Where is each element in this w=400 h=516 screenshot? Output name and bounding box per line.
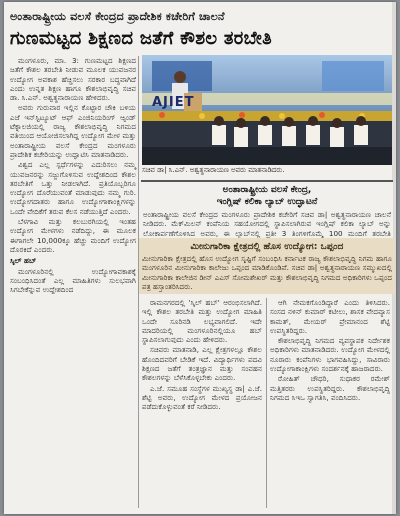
box-heading-line1: ಅಂತಾರಾಷ್ಟ್ರೀಯ ವಲಸೆ ಕೇಂದ್ರ, bbox=[222, 185, 312, 195]
paragraph: ಮಂಗಳೂರಿನಲ್ಲಿ ಉದ್ಯೋಗಾವಕಾಶಕ್ಕೆ ಸಂಬಂಧಿಸಿದಂತೆ ಎಲ್ಲ ಮಾಹಿತಿಗಳು ಸುಲಭವಾಗಿ ಸಿಗಬೇಕೆನ್ನುವ ಉದ್ದೇಶದಿಂದ bbox=[10, 266, 136, 295]
column-middle bbox=[142, 298, 262, 508]
info-box bbox=[141, 180, 393, 238]
article-kicker: ಅಂತಾರಾಷ್ಟ್ರೀಯ ವಲಸೆ ಕೇಂದ್ರದ ಪ್ರಾದೇಶಿಕ ಕಚೇರಿಗೆ ಚಾಲನೆ bbox=[10, 10, 225, 23]
column-left bbox=[10, 56, 136, 508]
banner-text: AJIET bbox=[152, 95, 195, 110]
paragraph: ವಿಶ್ವದ ಎಲ್ಲ ಸ್ಪರ್ಧೆಗಳನ್ನು ಎದುರಿಸಲು ನಮ್ಮ ಯುವಜನರನ್ನು ಸಜ್ಜುಗೊಳಿಸುವ ಉದ್ದೇಶದಿಂದ ಕೌಶಲ ತರಬೇತಿಗೆ ಒತ್ತು ನೀಡಲಾಗಿದೆ. ಪ್ರತಿಯೊಬ್ಬರಿಗೂ ಉದ್ಯೋಗ ದೊರೆಯುವಂತೆ ಮಾಡುವುದು ನಮ್ಮ ಗುರಿ. ಉದ್ಯೋಗದಾತರು ಹಾಗೂ ಉದ್ಯೋಗಾಕಾಂಕ್ಷಿಗಳನ್ನು ಒಂದೇ ವೇದಿಕೆಗೆ ತರುವ ಕೆಲಸ ನಡೆಯುತ್ತಿದೆ ಎಂದರು. bbox=[10, 160, 136, 216]
paragraph: ರಾಮನಗರದಲ್ಲಿ 'ಸ್ಕಿಲ್ ಹಬ್' ಆರಂಭಿಸಲಾಗಿದೆ. ಇಲ್ಲಿ ಕೌಶಲ ತರಬೇತಿ ಮತ್ತು ಉದ್ಯೋಗ ಮಾಹಿತಿ ಒಂದೇ ಸೂರಿನಡಿ ಲಭ್ಯವಾಗಲಿದೆ. ಇದೇ ಮಾದರಿಯಲ್ಲಿ ಮಂಗಳೂರಿನಲ್ಲಿಯೂ ಹಬ್ ಸ್ಥಾಪಿಸಲಾಗುವುದು ಎಂದು ಹೇಳಿದರು. bbox=[142, 298, 262, 345]
paragraph: ರೋಹಿತ್ ಚೌಧರಿ, ಸುಧಾಕರ ರಮೇಶ್ ಮತ್ತಿತರರು ಉಪಸ್ಥಿತರಿದ್ದರು. ಕೌಶಲಾಭಿವೃದ್ಧಿ ನಿಗಮದ ಸಿಇಒ ಸ್ವಾಗತಿಸಿ, ವಂದಿಸಿದರು. bbox=[270, 374, 390, 402]
event-photo bbox=[142, 55, 392, 165]
paragraph: ಬೆಳಗಾವಿ ಮತ್ತು ಕಲಬುರಗಿಯಲ್ಲಿ ಇಂತಹ ಉದ್ಯೋಗ ಮೇಳಗಳು ನಡೆದಿದ್ದು, ಈ ಮೂಲಕ ಈಗಾಗಲೇ 10,000ಕ್ಕೂ ಹೆಚ್ಚು ಮಂದಿಗೆ ಉದ್ಯೋಗ ದೊರಕಿದೆ ಎಂದರು. bbox=[10, 217, 136, 254]
paragraph: ಮಂಗಳೂರು, ಮಾ. 3: ಗುಣಮಟ್ಟದ ಶಿಕ್ಷಣದ ಜತೆಗೆ ಕೌಶಲ ತರಬೇತಿ ನೀಡುವ ಮೂಲಕ ಯುವಜನರ ಉದ್ಯೋಗ ಅವಕಾಶ ಹೆಚ್ಚಿಸಲು ಸರಕಾರ ಬದ್ಧವಾಗಿದೆ ಎಂದು ಉನ್ನತ ಶಿಕ್ಷಣ ಹಾಗೂ ಕೌಶಲಾಭಿವೃದ್ಧಿ ಸಚಿವ ಡಾ. ಸಿ.ಎನ್. ಅಶ್ವತ್ಥನಾರಾಯಣ ಹೇಳಿದರು. bbox=[10, 56, 136, 103]
paragraph: ಸಚಿವರು ಮಾತನಾಡಿ, ಎಲ್ಲ ಕ್ಷೇತ್ರಗಳಲ್ಲೂ ಕೌಶಲ ಹೊಂದಿದವರಿಗೆ ಬೇಡಿಕೆ ಇದೆ. ವಿದ್ಯಾರ್ಥಿಗಳು ಪದವಿ ಶಿಕ್ಷಣದ ಜತೆಗೆ ತಂತ್ರಜ್ಞಾನ ಮತ್ತು ಸಂವಹನ ಕೌಶಲಗಳನ್ನು ಬೆಳೆಸಿಕೊಳ್ಳಬೇಕು ಎಂದರು. bbox=[142, 345, 262, 383]
highlight-band bbox=[139, 238, 395, 294]
paragraph: ಎ.ಜೆ. ಸಮೂಹ ಸಂಸ್ಥೆಗಳ ಮುಖ್ಯಸ್ಥ ಡಾ| ಎ.ಜೆ. ಶೆಟ್ಟಿ ಅವರು, ಉದ್ಯೋಗ ಮೇಳದ ಪ್ರಯೋಜನ ಪಡೆದುಕೊಳ್ಳುವಂತೆ ಕರೆ ನೀಡಿದರು. bbox=[142, 383, 262, 412]
box-heading-line2: ಇಂಗ್ಲಿಷ್ ಕಲಿಕಾ ಲ್ಯಾಬ್ ಉದ್ಘಾಟನೆ bbox=[216, 197, 318, 207]
article-headline: ಗುಣಮಟ್ಟದ ಶಿಕ್ಷಣದ ಜತೆಗೆ ಕೌಶಲ ತರಬೇತಿ bbox=[10, 28, 272, 49]
paragraph: ಆಗಿ ನೇಮಕಗೊಂಡಿದ್ದಾರೆ ಎಂದು ತಿಳಿಸಿದರು. ಸಂಸದ ನಳಿನ್ ಕುಮಾರ್ ಕಟೀಲು, ಶಾಸಕ ವೇದವ್ಯಾಸ ಕಾಮತ್, ಮೇಯರ್ ಪ್ರೇಮಾನಂದ ಶೆಟ್ಟಿ ಉಪಸ್ಥಿತರಿದ್ದರು. bbox=[270, 298, 390, 335]
band-text: ಮೀನುಗಾರಿಕಾ ಕ್ಷೇತ್ರದಲ್ಲಿ ಹೊಸ ಉದ್ಯೋಗ ಸೃಷ್ಟಿಗೆ ಸಂಬಂಧಿಸಿ ಕರ್ನಾಟಕ ರಾಜ್ಯ ಕೌಶಲಾಭಿವೃದ್ಧಿ ನಿಗಮ ಹಾಗೂ ಮಂಗಳೂರಿನ ಮೀನುಗಾರಿಕಾ ಕಾಲೇಜು ಒಪ್ಪಂದ ಮಾಡಿಕೊಂಡಿವೆ. ಸಚಿವ ಡಾ| ಅಶ್ವತ್ಥನಾರಾಯಣ ಸಮ್ಮುಖದಲ್ಲಿ ಮೀನುಗಾರಿಕಾ ಕಾಲೇಜಿನ ಡೀನ್ ಎಎಸ್ ಸೋಮಶೇಖರ್ ಮತ್ತು ಕೌಶಲಾಭಿವೃದ್ಧಿ ನಿಗಮದ ಅಧಿಕಾರಿಗಳು ಒಪ್ಪಂದ ಪತ್ರ ಹಸ್ತಾಂತರಿಸಿದರು. bbox=[142, 254, 392, 291]
subheading: ಸ್ಕಿಲ್ ಹಬ್ bbox=[10, 256, 37, 266]
column-right bbox=[270, 298, 390, 508]
paragraph: ಕೌಶಲಾಭಿವೃದ್ಧಿ ನಿಗಮದ ವ್ಯವಸ್ಥಾಪಕ ನಿರ್ದೇಶಕ ಅಧಿಕಾರಿಗಳು ಮಾತನಾಡಿದರು. ಉದ್ಯೋಗ ಮೇಳದಲ್ಲಿ ನೂರಾರು ಕಂಪೆನಿಗಳು ಭಾಗವಹಿಸಿದ್ದು, ಸಾವಿರಾರು ಉದ್ಯೋಗಾಕಾಂಕ್ಷಿಗಳು ಸಂದರ್ಶನಕ್ಕೆ ಹಾಜರಾದರು. bbox=[270, 336, 390, 374]
box-text: ಅಂತಾರಾಷ್ಟ್ರೀಯ ವಲಸೆ ಕೇಂದ್ರದ ಮಂಗಳೂರು ಪ್ರಾದೇಶಿಕ ಕಚೇರಿಗೆ ಸಚಿವ ಡಾ| ಅಶ್ವತ್ಥನಾರಾಯಣ ಚಾಲನೆ ನೀಡಿದರು. ಮೆಕ್‌ಮಿಲನ್ ಕಂಪೆನಿಯ ಸಹಯೋಗದಲ್ಲಿ ಸ್ಥಾಪಿಸಲಾಗಿರುವ ಇಂಗ್ಲಿಷ್ ಕಲಿಕಾ ಲ್ಯಾಬ್ ಅನ್ನು ಲೋಕಾರ್ಪಣೆಗೊಳಿಸಿದ ಅವರು, ಈ ಲ್ಯಾಬ್‌ನಲ್ಲಿ ಪ್ರತೀ 3 ತಿಂಗಳಿಗೊಮ್ಮೆ 100 ಮಂದಿಗೆ ತರಬೇತಿ bbox=[143, 210, 391, 238]
paragraph: ಅವರು ಗುರುವಾರ ಇಲ್ಲಿನ ಕೊಟ್ಟಾರ ಚೌಕಿ ಬಳಿಯ ಎಜೆ ಇನ್‌ಸ್ಟಿಟ್ಯೂಟ್ ಆಫ್ ಎಂಜಿನಿಯರಿಂಗ್ ಆ್ಯಂಡ್ ಟೆಕ್ನಾಲಜಿಯಲ್ಲಿ ರಾಜ್ಯ ಕೌಶಲಾಭಿವೃದ್ಧಿ ನಿಗಮದ ವತಿಯಿಂದ ಆಯೋಜಿಸಲಾಗಿದ್ದ ಉದ್ಯೋಗ ಮೇಳ ಮತ್ತು ಅಂತಾರಾಷ್ಟ್ರೀಯ ವಲಸೆ ಕೇಂದ್ರದ ಮಂಗಳೂರು ಪ್ರಾದೇಶಿಕ ಕಚೇರಿಯನ್ನು ಉದ್ಘಾಟಿಸಿ ಮಾತನಾಡಿದರು. bbox=[10, 103, 136, 159]
band-heading: ಮೀನುಗಾರಿಕಾ ಕ್ಷೇತ್ರದಲ್ಲಿ ಹೊಸ ಉದ್ಯೋಗ: ಒಪ್ಪಂದ bbox=[190, 241, 344, 252]
newspaper-page bbox=[4, 2, 396, 514]
photo-caption: ಸಚಿವ ಡಾ| ಸಿ.ಎನ್. ಅಶ್ವತ್ಥನಾರಾಯಣ ಅವರು ಮಾತನಾಡಿದರು. bbox=[142, 166, 285, 174]
column-divider bbox=[266, 298, 267, 508]
